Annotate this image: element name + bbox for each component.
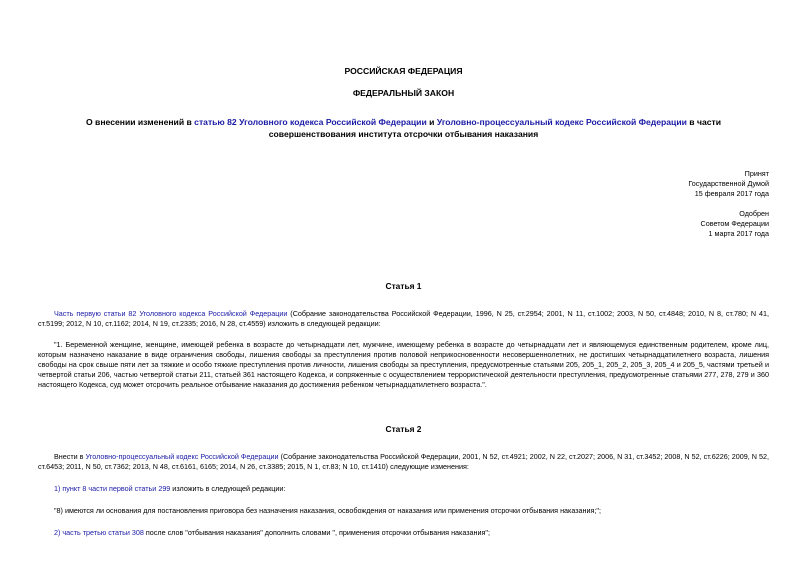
title-link-upk[interactable]: Уголовно-процессуальный кодекс Российской Федерации: [436, 117, 687, 127]
title-text: О внесении изменений в: [85, 117, 195, 127]
article-2-heading: Статья 2: [385, 424, 422, 434]
adopted-label: Принят: [744, 169, 769, 178]
doc-type-heading: ФЕДЕРАЛЬНЫЙ ЗАКОН: [352, 88, 455, 98]
link-upk[interactable]: Уголовно-процессуальный кодекс Российской Федерации: [85, 452, 279, 461]
item-text: после слов "отбывания наказания" дополнить словами ", применения отсрочки отбывания наказания";: [143, 528, 490, 537]
law-title: [70, 116, 737, 141]
title-link-uk-article-82[interactable]: статью 82 Уголовного кодекса Российской Федерации: [194, 117, 427, 127]
approved-label: Одобрен: [739, 209, 769, 218]
link-uk-article-82-part-1[interactable]: Часть первую статьи 82 Уголовного кодекса Российской Федерации: [54, 309, 288, 318]
adopted-block: [688, 169, 769, 199]
adopted-date: 15 февраля 2017 года: [694, 189, 769, 199]
article-2-item-1: [54, 484, 285, 494]
country-heading: РОССИЙСКАЯ ФЕДЕРАЦИЯ: [344, 66, 463, 76]
approved-date: 1 марта 2017 года: [708, 229, 769, 239]
adopted-body: Государственной Думой: [688, 179, 769, 189]
article-2-item-2: [54, 528, 490, 538]
title-text: и: [426, 117, 437, 127]
link-upk-article-308[interactable]: 2) часть третью статьи 308: [54, 528, 144, 537]
article-1-paragraph: [38, 309, 769, 329]
paragraph-text: Внести в: [54, 452, 86, 461]
link-upk-article-299[interactable]: 1) пункт 8 части первой статьи 299: [54, 484, 171, 493]
article-1-heading: Статья 1: [385, 281, 422, 291]
paragraph-text: (Собрание законодательства Российской Федерации, 2001, N 52, ст.4921; 2002, N 22, ст.2027; 2006, N 31, ст.3452; 2008, N 52, ст.6226; 2009, N 52, ст.6453; 2011, N 50, ст.7362; 2013, N 48, ст.6161, 6165; 2014, N 26, ст.3385; 2015, N 1, ст.83; N 10, ст.1410) следующие изменения:: [38, 452, 769, 471]
item-text: изложить в следующей редакции:: [170, 484, 286, 493]
article-2-item-1-quote: "8) имеются ли основания для постановления приговора без назначения наказания, освобождения от наказания или применения отсрочки отбывания наказания;";: [54, 506, 601, 515]
title-text: в части совершенствования института отсрочки отбывания наказания: [268, 117, 722, 140]
approved-body: Советом Федерации: [700, 219, 769, 229]
paragraph-text: (Собрание законодательства Российской Федерации, 1996, N 25, ст.2954; 2001, N 11, ст.1002; 2003, N 50, ст.4848; 2010, N 8, ст.780; N 41, ст.5199; 2012, N 10, ст.1162; 2014, N 19, ст.2335; 2016, N 28, ст.4559) изложить в следующей редакции:: [38, 309, 769, 328]
approved-block: [701, 209, 769, 239]
article-1-quote: "1. Беременной женщине, женщине, имеющей ребенка в возрасте до четырнадцати лет, мужчине, имеющему ребенка в возрасте до четырнадцати лет и являющемуся единственным родителем, кроме лиц, которым назначено наказание в виде ограничения свободы, лишения свободы за преступления против половой неприкосновенности несовершеннолетних, не достигших четырнадцатилетнего возраста, лишения свободы на срок свыше пяти лет за тяжкие и особо тяжкие преступления против личности, лишения свободы за преступления, предусмотренные статьями 205, 205_1, 205_2, 205_3, 205_4 и 205_5, частями третьей и четвертой статьи 206, частью четвертой статьи 211, статьей 361 настоящего Кодекса, и сопряженные с осуществлением террористической деятельности преступления, предусмотренные статьями 277, 278, 279 и 360 настоящего Кодекса, суд может отсрочить реальное отбывание наказания до достижения ребенком четырнадцатилетнего возраста.".: [38, 340, 769, 389]
article-2-paragraph: [38, 452, 769, 472]
